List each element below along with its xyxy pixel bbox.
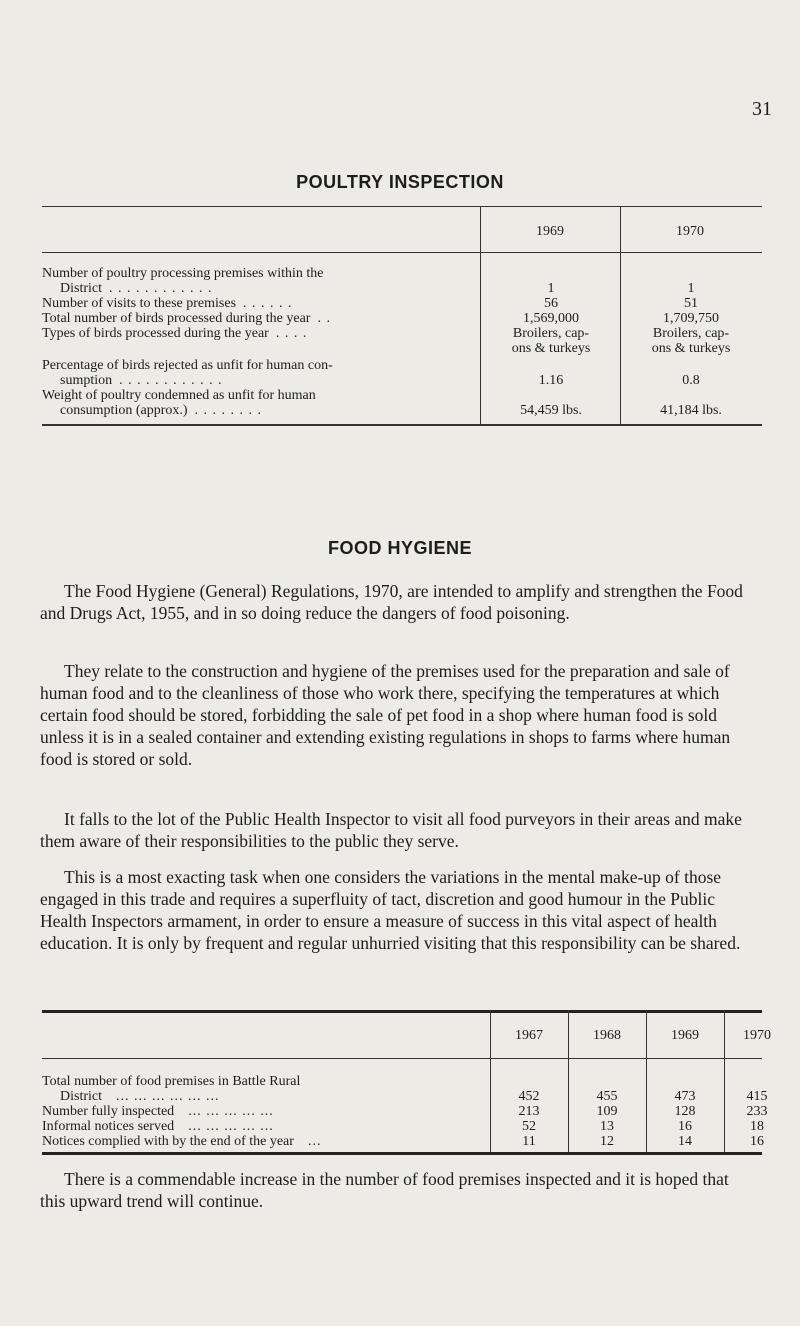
table-cell: Broilers, cap- ons & turkeys [511, 326, 591, 356]
table-rule [42, 252, 762, 253]
table-row-label: Weight of poultry condemned as unfit for human consumption (approx.) . . . . . . . . [42, 388, 316, 418]
column-header-1969: 1969 [671, 1028, 699, 1043]
table-cell: 1,709,750 [663, 311, 719, 326]
column-header-1967: 1967 [515, 1028, 543, 1043]
page-number: 31 [752, 98, 772, 120]
food-hygiene-heading: FOOD HYGIENE [327, 538, 472, 558]
table-row-label: Number of poultry processing premises within the District . . . . . . . . . . . . [42, 266, 324, 296]
table-cell: 452 [518, 1089, 540, 1104]
table-cell: 109 [596, 1104, 618, 1119]
table-cell: 13 [600, 1119, 614, 1134]
table-row-label: Number fully inspected ... ... ... ... ... [42, 1104, 274, 1119]
table-cell: 213 [518, 1104, 540, 1119]
column-header-1970: 1970 [676, 224, 704, 239]
table-row-label: Informal notices served ... ... ... ... ... [42, 1119, 274, 1134]
column-divider [568, 1010, 569, 1152]
closing-paragraph: There is a commendable increase in the number of food premises inspected and it is hoped that this upward trend will continue. [40, 1169, 729, 1211]
table-cell: 0.8 [682, 373, 700, 388]
table-cell: 18 [750, 1119, 764, 1134]
table-rule [42, 1058, 762, 1059]
table-row-label: Types of birds processed during the year . . . . [42, 326, 308, 341]
table-cell: 473 [674, 1089, 696, 1104]
table-cell: 51 [684, 296, 698, 311]
table-cell: 233 [746, 1104, 768, 1119]
table-cell: 1 [687, 281, 695, 296]
column-divider [490, 1010, 491, 1152]
table-cell: 1.16 [538, 373, 564, 388]
table-cell: 12 [600, 1134, 614, 1149]
column-header-1968: 1968 [593, 1028, 621, 1043]
table-rule [42, 424, 762, 426]
table-row-label: Total number of birds processed during the year . . [42, 311, 331, 326]
table-cell: 1,569,000 [523, 311, 579, 326]
table-cell: 52 [522, 1119, 536, 1134]
column-header-1969: 1969 [536, 224, 564, 239]
table-cell: 16 [678, 1119, 692, 1134]
table-cell: 56 [544, 296, 558, 311]
table-cell: 1 [547, 281, 555, 296]
table-rule [42, 1152, 762, 1155]
paragraph: It falls to the lot of the Public Health Inspector to visit all food purveyors in their areas and make them aware of their responsibilities to the public they serve. [40, 809, 742, 851]
table-cell: 41,184 lbs. [660, 403, 722, 418]
table-cell: 128 [674, 1104, 696, 1119]
table-cell: 54,459 lbs. [520, 403, 582, 418]
table-cell: Broilers, cap- ons & turkeys [651, 326, 731, 356]
table-cell: 16 [750, 1134, 764, 1149]
poultry-inspection-heading: POULTRY INSPECTION [296, 172, 504, 192]
table-cell: 455 [596, 1089, 618, 1104]
paragraph: They relate to the construction and hygiene of the premises used for the preparation and sale of human food and to the cleanliness of those who work there, specifying the temperatures at which certain food should be stored, forbidding the sale of pet food in a shop where human food is sold unless it is in a sealed container and extending existing regulations in shops to farms where human food is stored or sold. [40, 661, 731, 769]
table-row-label: Total number of food premises in Battle Rural District ... ... ... ... ... ... [42, 1074, 301, 1104]
column-divider [480, 206, 481, 424]
column-divider [646, 1010, 647, 1152]
table-row-label: Percentage of birds rejected as unfit for human con- sumption . . . . . . . . . . . . [42, 358, 333, 388]
paragraph: This is a most exacting task when one considers the variations in the mental make-up of those engaged in this trade and requires a superfluity of tact, discretion and good humour in the Public Health Inspectors armament, in order to ensure a measure of success in this vital aspect of health education. It is only by frequent and regular unhurried visiting that this responsibility can be shared. [40, 867, 741, 953]
table-row-label: Number of visits to these premises . . . . . . [42, 296, 293, 311]
table-cell: 14 [678, 1134, 692, 1149]
table-rule [42, 1010, 762, 1013]
table-rule [42, 206, 762, 207]
column-header-1970: 1970 [743, 1028, 771, 1043]
table-cell: 415 [746, 1089, 768, 1104]
table-row-label: Notices complied with by the end of the year ... [42, 1134, 322, 1149]
column-divider [620, 206, 621, 424]
paragraph: The Food Hygiene (General) Regulations, 1970, are intended to amplify and strengthen the Food and Drugs Act, 1955, and in so doing reduce the dangers of food poisoning. [40, 581, 743, 623]
table-cell: 11 [522, 1134, 536, 1149]
